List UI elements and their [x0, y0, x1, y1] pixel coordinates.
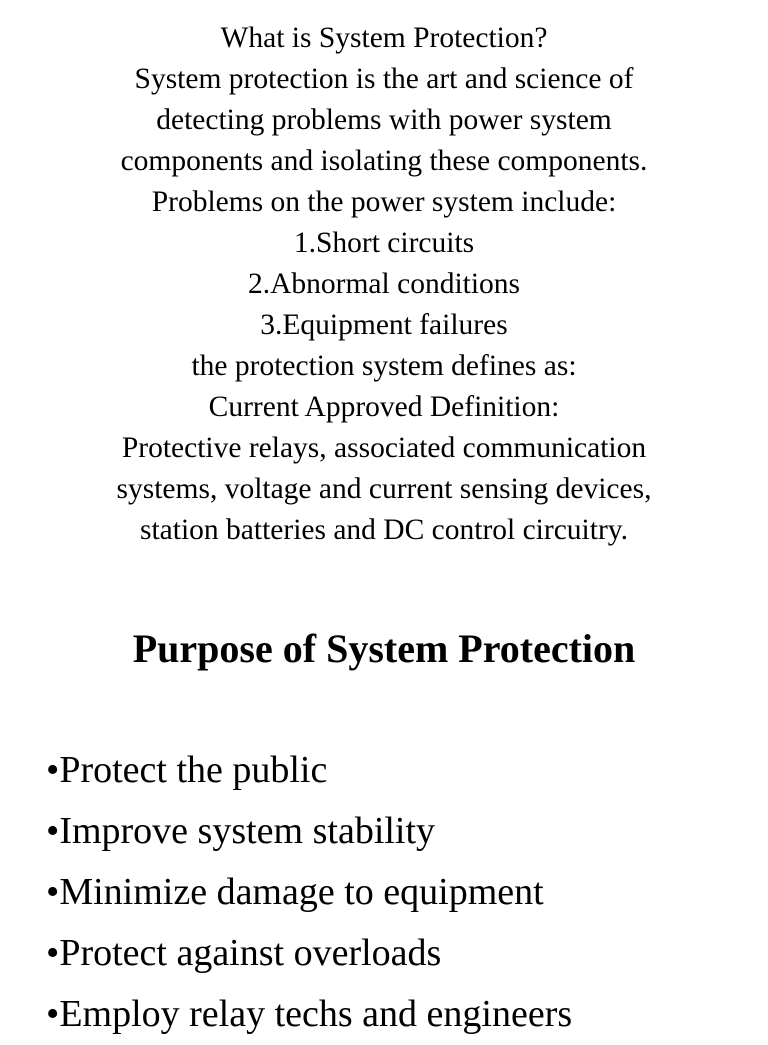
- intro-line: Problems on the power system include:: [151, 186, 617, 218]
- definition-line: station batteries and DC control circuitry.: [140, 514, 628, 546]
- purpose-bullet-item: [46, 984, 572, 1045]
- purpose-bullet-item: [46, 801, 572, 862]
- intro-line: System protection is the art and science of: [134, 63, 634, 95]
- problem-item-abnormal-conditions: 2.Abnormal conditions: [247, 268, 521, 300]
- purpose-bullet-item: [46, 740, 572, 801]
- intro-line: the protection system defines as:: [191, 350, 577, 382]
- problem-item-equipment-failures: 3.Equipment failures: [260, 309, 508, 341]
- definition-line: Protective relays, associated communication: [121, 432, 647, 464]
- purpose-bullet-item: [46, 923, 572, 984]
- intro-text-block: [0, 18, 768, 551]
- purpose-bullet-item: [46, 862, 572, 923]
- bullet-text: Protect the public: [59, 749, 328, 791]
- problem-item-short-circuits: 1.Short circuits: [293, 227, 475, 259]
- bullet-icon: •: [46, 749, 60, 791]
- bullet-text: Employ relay techs and engineers: [59, 993, 573, 1035]
- bullet-icon: •: [46, 932, 60, 974]
- bullet-text: Minimize damage to equipment: [59, 871, 544, 913]
- intro-line: detecting problems with power system: [156, 104, 612, 136]
- purpose-heading: Purpose of System Protection: [132, 626, 636, 671]
- bullet-icon: •: [46, 993, 60, 1035]
- bullet-icon: •: [46, 871, 60, 913]
- intro-question: What is System Protection?: [220, 22, 548, 54]
- purpose-bullet-list: [46, 740, 572, 1045]
- bullet-icon: •: [46, 810, 60, 852]
- intro-line: components and isolating these components.: [120, 145, 648, 177]
- definition-line: systems, voltage and current sensing devices,: [116, 473, 652, 505]
- bullet-text: Protect against overloads: [59, 932, 442, 974]
- definition-label: Current Approved Definition:: [208, 391, 560, 423]
- bullet-text: Improve system stability: [59, 810, 436, 852]
